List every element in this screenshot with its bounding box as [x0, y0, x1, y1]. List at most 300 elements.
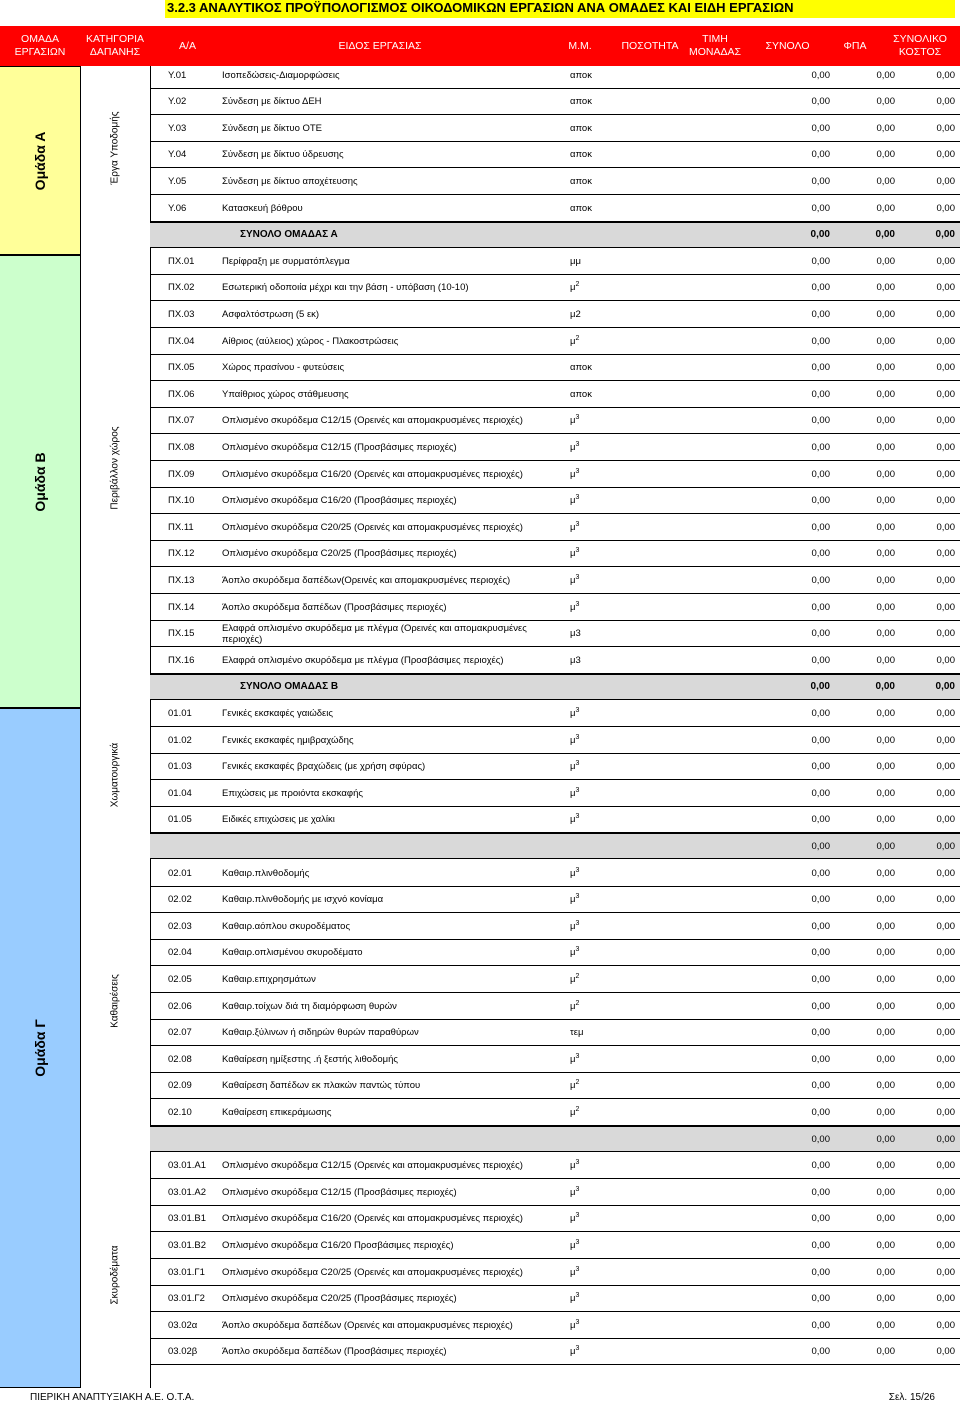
row-unit	[570, 461, 579, 487]
row-grand: 0,00	[936, 175, 955, 187]
row-code: 02.09	[168, 1080, 192, 1092]
row-total: 0,00	[811, 1319, 830, 1331]
row-total: 0,00	[811, 255, 830, 267]
table-row	[0, 754, 960, 781]
table-row	[0, 1206, 960, 1233]
table-row	[0, 355, 960, 382]
row-grand: 0,00	[936, 920, 955, 932]
row-total: 0,00	[811, 521, 830, 533]
unit-exponent: 3	[575, 1238, 580, 1246]
row-vat: 0,00	[876, 1346, 895, 1358]
row-grand: 0,00	[936, 947, 955, 959]
row-vat: 0,00	[876, 388, 895, 400]
row-code: 03.01.Α1	[168, 1160, 207, 1172]
row-description: Άοπλο σκυρόδεμα δαπέδων (Προσβάσιμες περιοχές)	[222, 1346, 447, 1358]
unit-text: μ	[570, 335, 576, 347]
row-description: Οπλισμένο σκυρόδεμα C16/20 Προσβάσιμες περιοχές)	[222, 1239, 454, 1251]
row-total: 0,00	[811, 1160, 830, 1172]
row-unit	[570, 488, 579, 514]
row-description: Καθαιρ.ξύλινων ή σιδηρών θυρών παραθύρων	[222, 1027, 419, 1039]
row-unit	[570, 275, 579, 301]
row-vat: 0,00	[876, 1293, 895, 1305]
row-total: 0,00	[811, 1213, 830, 1225]
unit-exponent: 3	[575, 706, 580, 714]
row-description: Οπλισμένο σκυρόδεμα C20/25 (Ορεινές και απομακρυσμένες περιοχές)	[222, 1266, 523, 1278]
row-unit	[570, 514, 579, 540]
row-code: 02.06	[168, 1000, 192, 1012]
subtotal-grand: 0,00	[936, 840, 955, 852]
table-row	[0, 647, 960, 674]
total-sum: 0,00	[810, 229, 830, 241]
group-b-label: Ομάδα Β	[32, 451, 48, 512]
row-vat: 0,00	[876, 1213, 895, 1225]
row-code: ΠΧ.05	[168, 362, 195, 374]
row-grand: 0,00	[936, 1106, 955, 1118]
row-grand: 0,00	[936, 255, 955, 267]
table-row	[0, 1046, 960, 1073]
row-code: ΠΧ.07	[168, 415, 195, 427]
header-total: ΣΥΝΟΛΟ	[765, 39, 810, 52]
row-description: Ασφαλτόστρωση (5 εκ)	[222, 308, 320, 320]
table-row	[0, 89, 960, 116]
row-unit	[570, 940, 579, 966]
row-unit	[570, 700, 579, 726]
row-description: Ελαφρά οπλισμένο σκυρόδεμα με πλέγμα (Ορεινές και απομακρυσμένες περιοχές)	[222, 622, 527, 645]
row-code: ΠΧ.04	[168, 335, 195, 347]
row-total: 0,00	[811, 175, 830, 187]
row-unit	[570, 142, 592, 168]
unit-exponent: 3	[575, 1052, 580, 1060]
footer-page-number: Σελ. 15/26	[888, 1392, 935, 1403]
row-grand: 0,00	[936, 1319, 955, 1331]
group-c-sublabel-3: Σκυροδέματα	[109, 1244, 121, 1305]
row-unit	[570, 381, 592, 407]
header-group: ΟΜΑΔΑ ΕΡΓΑΣΙΩΝ	[14, 33, 66, 58]
table-row	[0, 168, 960, 195]
row-vat: 0,00	[876, 495, 895, 507]
unit-text: μ	[570, 867, 576, 879]
row-code: ΠΧ.12	[168, 548, 195, 560]
row-vat: 0,00	[876, 255, 895, 267]
row-description: Υπαίθριος χώρος στάθμευσης	[222, 388, 349, 400]
row-description: Επιχώσεις με προιόντα εκσκαφής	[222, 787, 363, 799]
unit-exponent: 2	[575, 1079, 580, 1087]
table-row	[0, 860, 960, 887]
row-vat: 0,00	[876, 308, 895, 320]
row-unit	[570, 594, 579, 620]
row-unit	[570, 1259, 579, 1285]
row-grand: 0,00	[936, 149, 955, 161]
row-vat: 0,00	[876, 69, 895, 81]
group-b-sublabel: Περιβάλλον χώρος	[109, 426, 121, 510]
row-vat: 0,00	[876, 1186, 895, 1198]
row-code: 01.02	[168, 734, 192, 746]
table-row	[0, 1153, 960, 1180]
row-vat: 0,00	[876, 1080, 895, 1092]
row-unit	[570, 1179, 579, 1205]
table-row	[0, 913, 960, 940]
row-grand: 0,00	[936, 973, 955, 985]
row-divider	[150, 1364, 960, 1365]
row-vat: 0,00	[876, 894, 895, 906]
table-row	[0, 1286, 960, 1313]
row-code: ΠΧ.02	[168, 282, 195, 294]
row-total: 0,00	[811, 734, 830, 746]
total-vat: 0,00	[875, 229, 895, 241]
group-total-row	[150, 222, 960, 248]
row-description: Εσωτερική οδοποιία μέχρι και την βάση - υπόβαση (10-10)	[222, 282, 469, 294]
header-price: ΤΙΜΗ ΜΟΝΑΔΑΣ	[689, 33, 742, 58]
unit-exponent: 3	[575, 1185, 580, 1193]
row-vat: 0,00	[876, 973, 895, 985]
row-code: 02.08	[168, 1053, 192, 1065]
unit-text: μ	[570, 1239, 576, 1251]
total-label: ΣΥΝΟΛΟ ΟΜΑΔΑΣ Β	[240, 681, 339, 693]
row-total: 0,00	[811, 1106, 830, 1118]
table-row	[0, 381, 960, 408]
total-grand: 0,00	[935, 681, 955, 693]
table-row	[0, 1099, 960, 1126]
row-grand: 0,00	[936, 1293, 955, 1305]
row-grand: 0,00	[936, 1346, 955, 1358]
group-total-row	[150, 674, 960, 700]
row-code: ΠΧ.09	[168, 468, 195, 480]
row-total: 0,00	[811, 1293, 830, 1305]
row-unit	[570, 1153, 579, 1179]
subtotal-grand: 0,00	[936, 1133, 955, 1145]
unit-exponent: 3	[575, 573, 580, 581]
row-grand: 0,00	[936, 1213, 955, 1225]
row-grand: 0,00	[936, 814, 955, 826]
row-grand: 0,00	[936, 628, 955, 640]
unit-text: μ	[570, 1319, 576, 1331]
row-code: 03.01.Β2	[168, 1239, 207, 1251]
table-row	[0, 1232, 960, 1259]
header-work: ΕΙΔΟΣ ΕΡΓΑΣΙΑΣ	[338, 39, 422, 52]
row-description: Ισοπεδώσεις-Διαμορφώσεις	[222, 69, 340, 81]
total-label: ΣΥΝΟΛΟ ΟΜΑΔΑΣ Α	[240, 229, 338, 241]
unit-text: μ	[570, 814, 576, 826]
unit-exponent: 3	[575, 1292, 580, 1300]
table-row	[0, 301, 960, 328]
row-vat: 0,00	[876, 548, 895, 560]
unit-exponent: 3	[575, 494, 580, 502]
row-description: Οπλισμένο σκυρόδεμα C20/25 (Ορεινές και απομακρυσμένες περιοχές)	[222, 521, 523, 533]
row-grand: 0,00	[936, 202, 955, 214]
row-grand: 0,00	[936, 894, 955, 906]
unit-text: μ	[570, 787, 576, 799]
row-vat: 0,00	[876, 787, 895, 799]
row-total: 0,00	[811, 468, 830, 480]
row-total: 0,00	[811, 69, 830, 81]
table-row	[0, 594, 960, 621]
row-unit	[570, 1312, 579, 1338]
row-unit	[570, 567, 579, 593]
unit-text: μ2	[570, 308, 581, 320]
row-grand: 0,00	[936, 415, 955, 427]
unit-text: μ	[570, 1186, 576, 1198]
row-code: ΠΧ.01	[168, 255, 195, 267]
subtotal-sum: 0,00	[811, 1133, 830, 1145]
row-description: Καθαιρ.τοίχων διά τη διαμόρφωση θυρών	[222, 1000, 397, 1012]
row-total: 0,00	[811, 1080, 830, 1092]
row-vat: 0,00	[876, 149, 895, 161]
row-total: 0,00	[811, 96, 830, 108]
row-grand: 0,00	[936, 1080, 955, 1092]
row-grand: 0,00	[936, 69, 955, 81]
row-vat: 0,00	[876, 761, 895, 773]
row-unit	[570, 248, 581, 274]
row-unit	[570, 1020, 583, 1046]
row-code: 03.01.Α2	[168, 1186, 207, 1198]
row-grand: 0,00	[936, 388, 955, 400]
page-footer	[30, 1392, 935, 1403]
unit-text: μ	[570, 947, 576, 959]
row-total: 0,00	[811, 654, 830, 666]
unit-text: μ	[570, 761, 576, 773]
row-grand: 0,00	[936, 308, 955, 320]
unit-text: μ	[570, 574, 576, 586]
table-row	[0, 940, 960, 967]
row-total: 0,00	[811, 1186, 830, 1198]
row-code: 03.01.Γ2	[168, 1293, 205, 1305]
row-description: Ειδικές επιχώσεις με χαλίκι	[222, 814, 335, 826]
row-total: 0,00	[811, 122, 830, 134]
row-total: 0,00	[811, 628, 830, 640]
table-row	[0, 1312, 960, 1339]
row-code: ΠΧ.08	[168, 441, 195, 453]
row-description: Κατασκευή βόθρου	[222, 202, 303, 214]
row-code: 02.04	[168, 947, 192, 959]
row-description: Καθαιρ.αόπλου σκυροδέματος	[222, 920, 351, 932]
row-unit	[570, 89, 592, 115]
table-row	[0, 434, 960, 461]
unit-text: τεμ	[570, 1027, 584, 1039]
row-description: Οπλισμένο σκυρόδεμα C12/15 (Προσβάσιμες περιοχές)	[222, 441, 457, 453]
row-description: Οπλισμένο σκυρόδεμα C12/15 (Ορεινές και απομακρυσμένες περιοχές)	[222, 1160, 523, 1172]
row-code: Υ.03	[168, 122, 187, 134]
row-grand: 0,00	[936, 867, 955, 879]
subtotal-row	[150, 833, 960, 859]
unit-exponent: 3	[575, 919, 580, 927]
row-total: 0,00	[811, 707, 830, 719]
unit-text: μ	[570, 1213, 576, 1225]
row-grand: 0,00	[936, 1266, 955, 1278]
row-grand: 0,00	[936, 734, 955, 746]
header-grand: ΣΥΝΟΛΙΚΟ ΚΟΣΤΟΣ	[893, 33, 947, 58]
row-description: Αίθριος (αύλειος) χώρος - Πλακοστρώσεις	[222, 335, 399, 347]
row-vat: 0,00	[876, 1000, 895, 1012]
row-description: Άοπλο σκυρόδεμα δαπέδων (Προσβάσιμες περιοχές)	[222, 601, 447, 613]
row-total: 0,00	[811, 362, 830, 374]
row-vat: 0,00	[876, 734, 895, 746]
row-unit	[570, 754, 579, 780]
row-code: ΠΧ.15	[168, 628, 195, 640]
row-description: Σύνδεση με δίκτυο ΟΤΕ	[222, 122, 323, 134]
row-vat: 0,00	[876, 920, 895, 932]
row-vat: 0,00	[876, 654, 895, 666]
table-row	[0, 1020, 960, 1047]
row-description: Σύνδεση με δίκτυο αποχέτευσης	[222, 175, 358, 187]
row-code: 01.05	[168, 814, 192, 826]
row-code: 02.01	[168, 867, 192, 879]
header-aa: Α/Α	[179, 39, 196, 52]
row-grand: 0,00	[936, 335, 955, 347]
row-vat: 0,00	[876, 1053, 895, 1065]
unit-exponent: 3	[575, 813, 580, 821]
unit-text: αποκ	[570, 175, 592, 187]
unit-exponent: 2	[575, 999, 580, 1007]
row-unit	[570, 621, 581, 647]
subtotal-sum: 0,00	[811, 840, 830, 852]
row-total: 0,00	[811, 1266, 830, 1278]
row-description: Καθαιρ.πλινθοδομής	[222, 867, 310, 879]
unit-exponent: 3	[575, 1345, 580, 1353]
row-code: Υ.01	[168, 69, 187, 81]
table-row	[0, 62, 960, 89]
unit-text: αποκ	[570, 69, 592, 81]
row-vat: 0,00	[876, 601, 895, 613]
unit-text: αποκ	[570, 202, 592, 214]
row-grand: 0,00	[936, 495, 955, 507]
row-vat: 0,00	[876, 707, 895, 719]
row-unit	[570, 434, 579, 460]
row-unit	[570, 1073, 579, 1099]
row-grand: 0,00	[936, 282, 955, 294]
row-unit	[570, 1206, 579, 1232]
row-description: Γενικές εκσκαφές βραχώδεις (με χρήση σφύρας)	[222, 761, 426, 773]
row-code: ΠΧ.14	[168, 601, 195, 613]
row-unit	[570, 966, 579, 992]
row-vat: 0,00	[876, 335, 895, 347]
row-unit	[570, 115, 592, 141]
row-code: 03.01.Β1	[168, 1213, 207, 1225]
table-row	[0, 727, 960, 754]
row-code: ΠΧ.06	[168, 388, 195, 400]
row-code: ΠΧ.10	[168, 495, 195, 507]
unit-exponent: 3	[575, 946, 580, 954]
row-description: Οπλισμένο σκυρόδεμα C16/20 (Ορεινές και απομακρυσμένες περιοχές)	[222, 468, 523, 480]
row-code: Υ.04	[168, 149, 187, 161]
row-description: Σύνδεση με δίκτυο ΔΕΗ	[222, 96, 322, 108]
unit-text: μ	[570, 601, 576, 613]
row-description: Χώρος πρασίνου - φυτεύσεις	[222, 362, 345, 374]
table-row	[0, 887, 960, 914]
table-row	[0, 1073, 960, 1100]
row-grand: 0,00	[936, 761, 955, 773]
row-vat: 0,00	[876, 1266, 895, 1278]
subtotal-row	[150, 1126, 960, 1152]
row-description: Οπλισμένο σκυρόδεμα C20/25 (Προσβάσιμες περιοχές)	[222, 548, 457, 560]
row-unit	[570, 301, 581, 327]
row-vat: 0,00	[876, 468, 895, 480]
row-unit	[570, 913, 579, 939]
row-unit	[570, 541, 579, 567]
row-code: Υ.02	[168, 96, 187, 108]
row-total: 0,00	[811, 1027, 830, 1039]
unit-text: αποκ	[570, 362, 592, 374]
unit-text: αποκ	[570, 388, 592, 400]
unit-exponent: 3	[575, 786, 580, 794]
header-vat: ΦΠΑ	[843, 39, 867, 52]
row-grand: 0,00	[936, 521, 955, 533]
row-code: 02.07	[168, 1027, 192, 1039]
unit-text: μ	[570, 441, 576, 453]
unit-exponent: 3	[575, 600, 580, 608]
table-row	[0, 1339, 960, 1366]
row-total: 0,00	[811, 149, 830, 161]
row-description: Καθαιρ.πλινθοδομής με ισχνό κονίαμα	[222, 894, 384, 906]
unit-text: μ	[570, 1160, 576, 1172]
table-row	[0, 1259, 960, 1286]
row-code: 02.03	[168, 920, 192, 932]
row-vat: 0,00	[876, 947, 895, 959]
row-total: 0,00	[811, 548, 830, 560]
row-grand: 0,00	[936, 468, 955, 480]
row-unit	[570, 355, 592, 381]
row-total: 0,00	[811, 335, 830, 347]
footer-company: ΠΙΕΡΙΚΗ ΑΝΑΠΤΥΞΙΑΚΗ Α.Ε. Ο.Τ.Α.	[30, 1392, 195, 1403]
table-row	[0, 780, 960, 807]
row-total: 0,00	[811, 787, 830, 799]
unit-text: μ	[570, 495, 576, 507]
row-total: 0,00	[811, 761, 830, 773]
row-code: ΠΧ.03	[168, 308, 195, 320]
group-a-label: Ομάδα Α	[32, 131, 48, 190]
row-description: Καθαιρ.οπλισμένου σκυροδέματο	[222, 947, 363, 959]
row-unit	[570, 993, 579, 1019]
header-category: ΚΑΤΗΓΟΡΙΑ ΔΑΠΑΝΗΣ	[85, 33, 145, 58]
row-vat: 0,00	[876, 122, 895, 134]
unit-text: μ	[570, 1080, 576, 1092]
row-description: Γενικές εκσκαφές γαιώδεις	[222, 707, 333, 719]
row-code: ΠΧ.13	[168, 574, 195, 586]
row-code: 03.02α	[168, 1319, 198, 1331]
row-total: 0,00	[811, 308, 830, 320]
table-row	[0, 328, 960, 355]
unit-text: μ3	[570, 654, 581, 666]
table-row	[0, 195, 960, 222]
unit-text: μ	[570, 1000, 576, 1012]
row-grand: 0,00	[936, 362, 955, 374]
table-row	[0, 541, 960, 568]
row-unit	[570, 1099, 579, 1125]
table-row	[0, 142, 960, 169]
row-description: Οπλισμένο σκυρόδεμα C12/15 (Ορεινές και απομακρυσμένες περιοχές)	[222, 415, 523, 427]
row-description: Καθαίρεση ημίξεστης .ή ξεστής λιθοδομής	[222, 1053, 399, 1065]
unit-text: μ	[570, 920, 576, 932]
unit-exponent: 3	[575, 547, 580, 555]
row-total: 0,00	[811, 495, 830, 507]
row-description: Ελαφρά οπλισμένο σκυρόδεμα με πλέγμα (Προσβάσιμες περιοχές)	[222, 654, 504, 666]
row-description: Οπλισμένο σκυρόδεμα C16/20 (Ορεινές και απομακρυσμένες περιοχές)	[222, 1213, 523, 1225]
row-code: 01.03	[168, 761, 192, 773]
row-description: Σύνδεση με δίκτυο ύδρευσης	[222, 149, 344, 161]
row-description: Άοπλο σκυρόδεμα δαπέδων(Ορεινές και απομακρυσμένες περιοχές)	[222, 574, 511, 586]
row-total: 0,00	[811, 415, 830, 427]
page-title: 3.2.3 ΑΝΑΛΥΤΙΚΟΣ ΠΡΟΫΠΟΛΟΓΙΣΜΟΣ ΟΙΚΟΔΟΜΙΚΩΝ ΕΡΓΑΣΙΩΝ ΑΝΑ ΟΜΑΔΕΣ ΚΑΙ ΕΙΔΗ ΕΡΓΑΣΙΩΝ	[165, 0, 955, 18]
row-description: Άοπλο σκυρόδεμα δαπέδων (Ορεινές και απομακρυσμένες περιοχές)	[222, 1319, 513, 1331]
row-grand: 0,00	[936, 122, 955, 134]
row-unit	[570, 647, 581, 673]
table-row	[0, 621, 960, 648]
row-grand: 0,00	[936, 1239, 955, 1251]
unit-exponent: 2	[575, 972, 580, 980]
row-unit	[570, 1339, 579, 1365]
unit-exponent: 3	[575, 1159, 580, 1167]
row-grand: 0,00	[936, 787, 955, 799]
row-unit	[570, 62, 592, 88]
